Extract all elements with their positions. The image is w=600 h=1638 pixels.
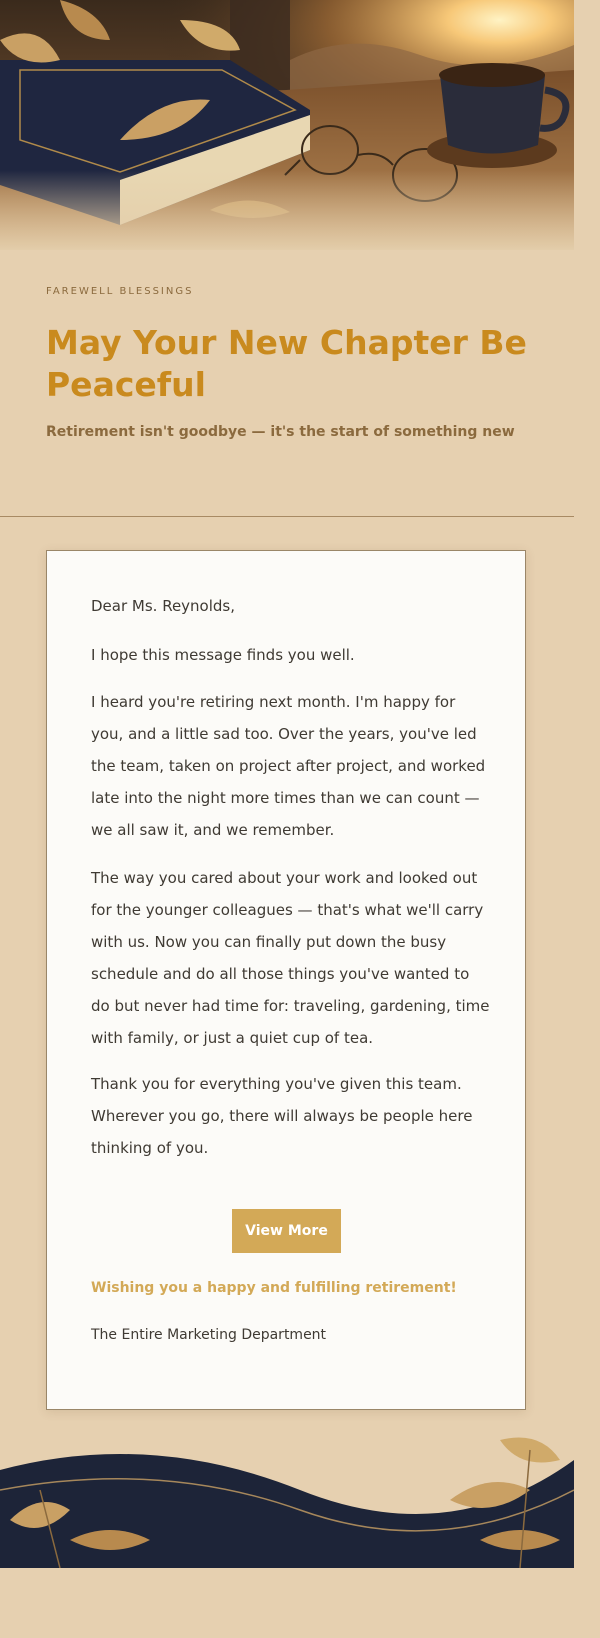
view-more-button[interactable]: View More <box>232 1209 341 1253</box>
closing-wish: Wishing you a happy and fulfilling retirement! <box>91 1280 457 1296</box>
letter-paragraph: I hope this message finds you well. <box>91 646 355 664</box>
eyebrow-label: FAREWELL BLESSINGS <box>46 286 194 297</box>
page-subtitle: Retirement isn't goodbye — it's the start of something new <box>46 424 515 440</box>
letter-paragraph: I heard you're retiring next month. I'm happy for you, and a little sad too. Over the years, you've led the team, taken on project after project, and worked late into the night more times than we can count — we all saw it, and we remember. <box>91 693 486 839</box>
section-divider <box>0 516 574 517</box>
letter-paragraph: Thank you for everything you've given this team. Wherever you go, there will always be people here thinking of you. <box>91 1075 473 1157</box>
hero-fade <box>0 170 574 250</box>
letter-paragraph: The way you cared about your work and looked out for the younger colleagues — that's what we'll carry with us. Now you can finally put down the busy schedule and do all those things you've wanted to do but never had time for: traveling, gardening, time with family, or just a quiet cup of tea. <box>91 869 490 1047</box>
footer-illustration <box>0 1410 574 1568</box>
page-title: May Your New Chapter Be Peaceful <box>46 323 527 404</box>
signature: The Entire Marketing Department <box>91 1327 327 1343</box>
letter-greeting: Dear Ms. Reynolds, <box>91 597 236 615</box>
hero-image <box>0 0 574 250</box>
footer-leaves-art <box>0 1410 574 1568</box>
